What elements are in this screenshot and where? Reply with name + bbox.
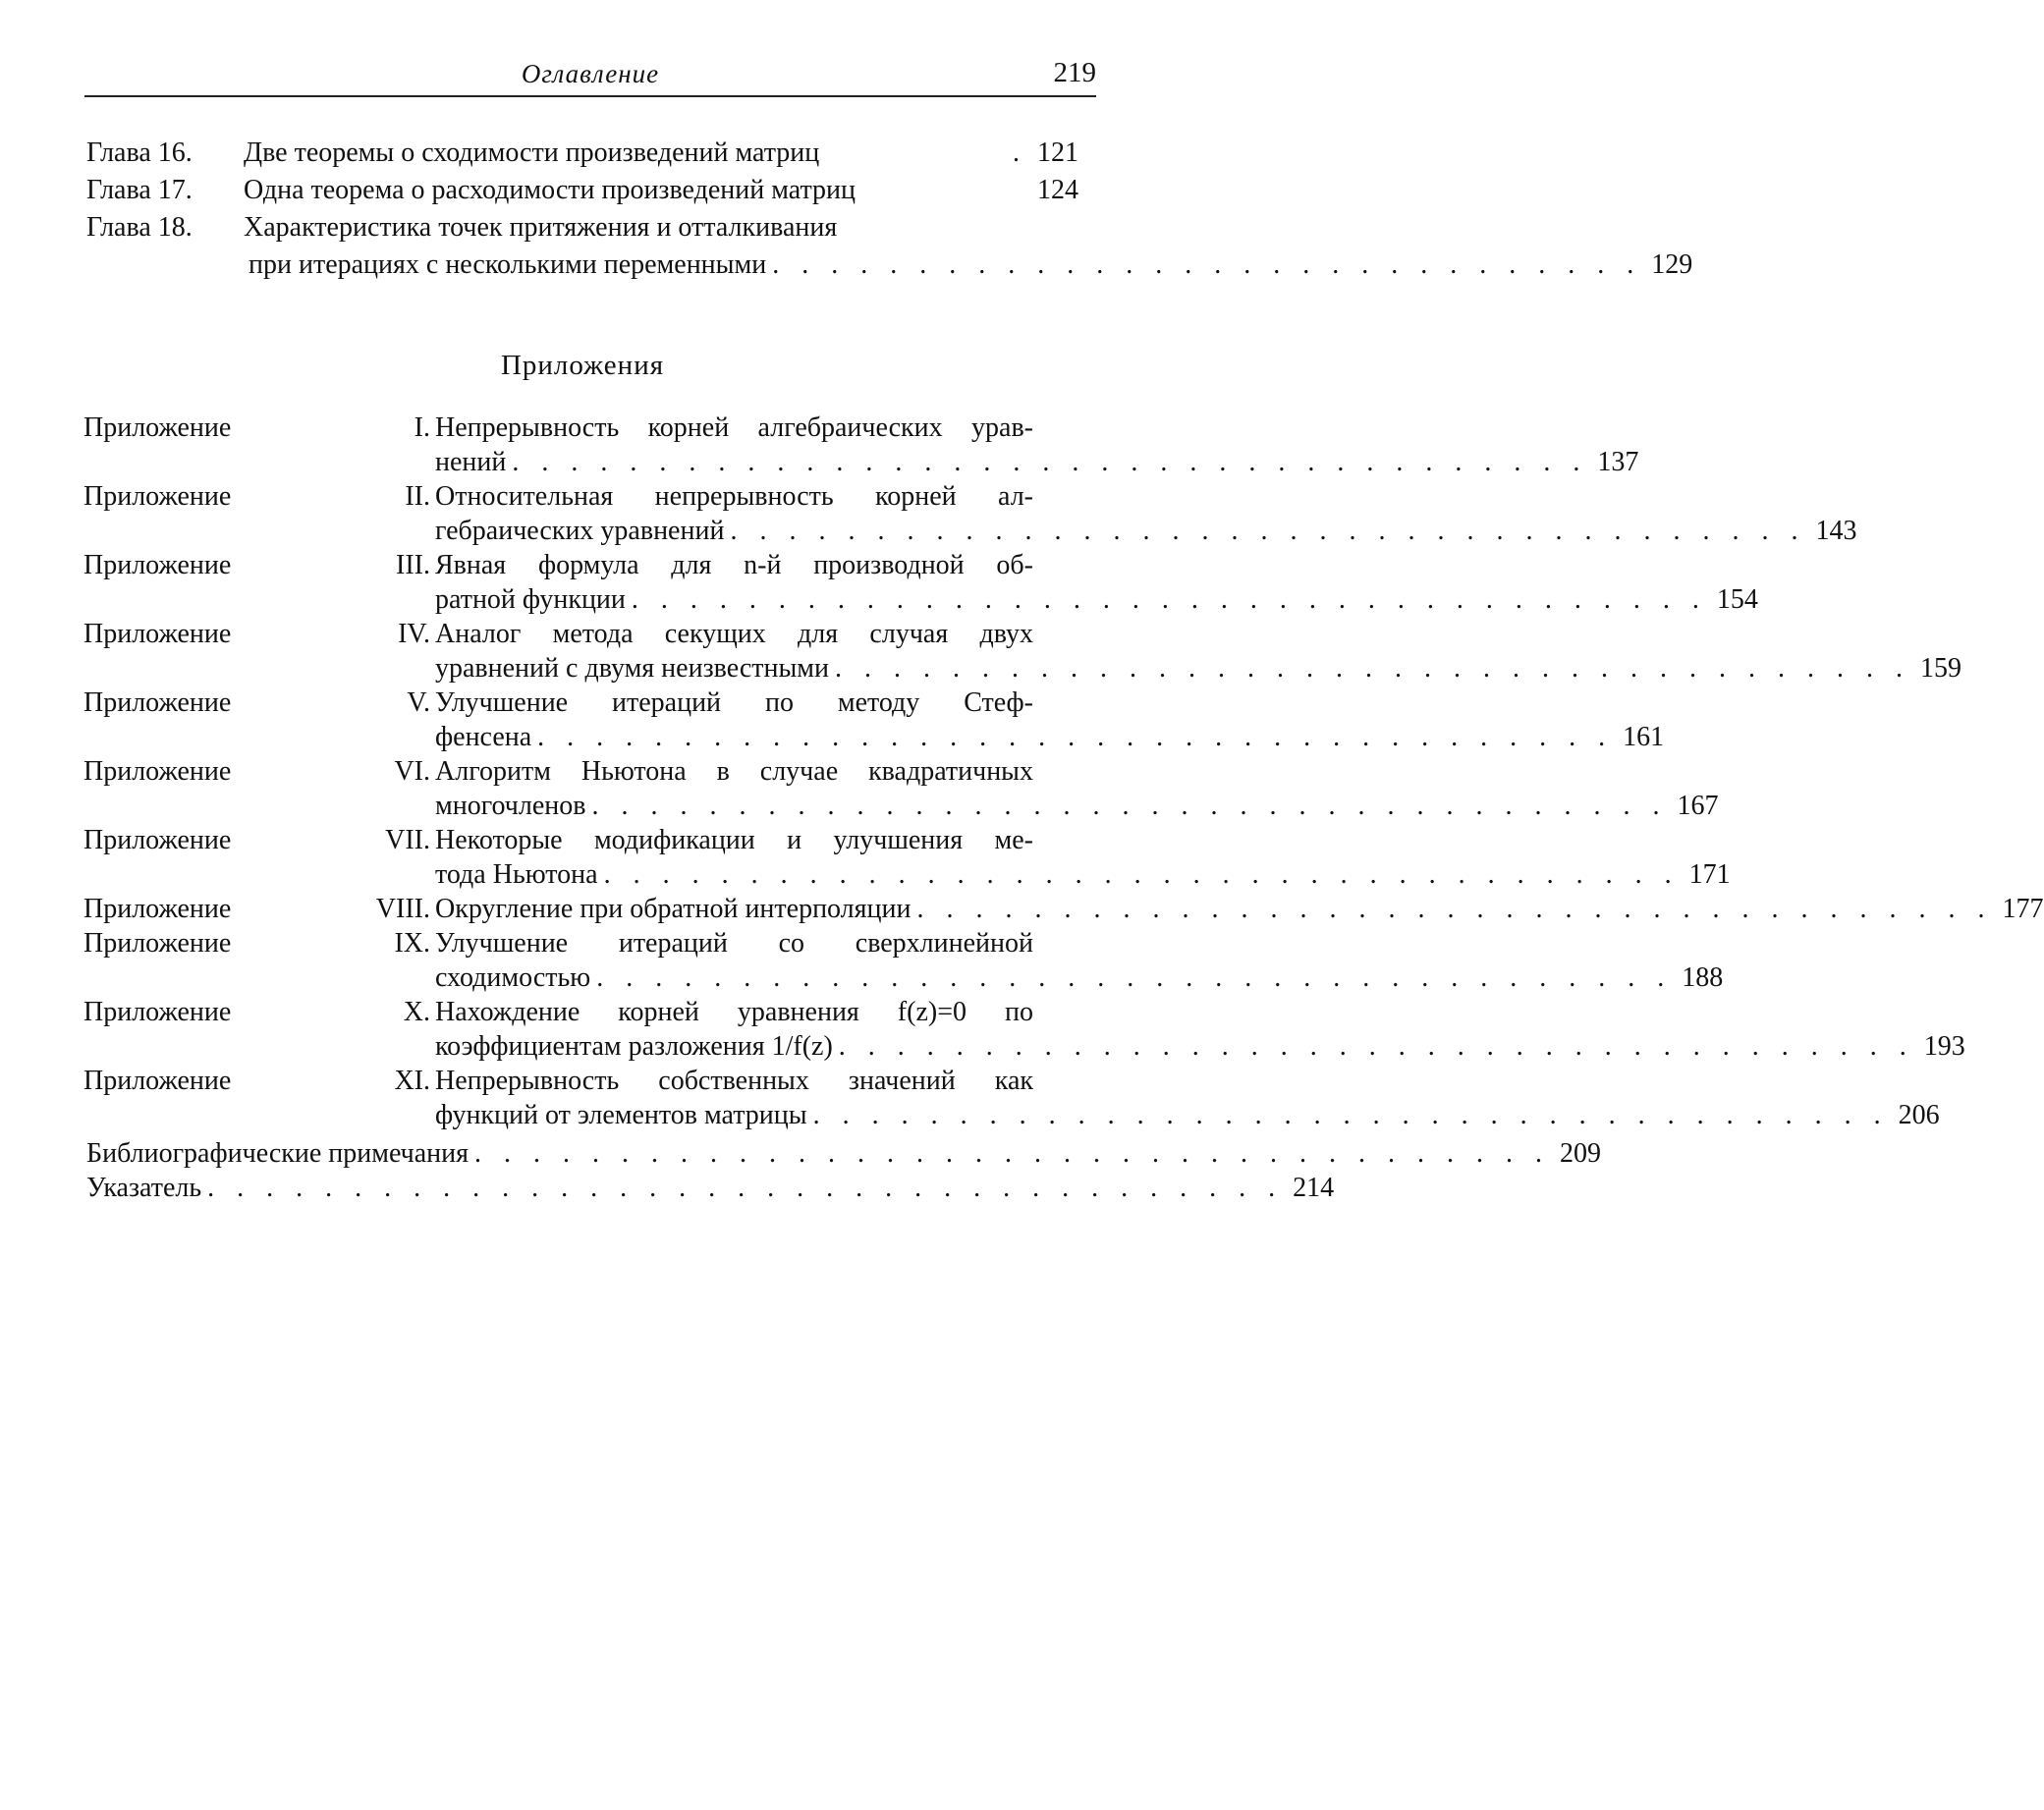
toc-entry-appendix-1[interactable] xyxy=(83,411,1639,479)
appendix-number: IX. xyxy=(394,928,430,959)
toc-entry-chapter-16[interactable] xyxy=(86,135,1078,172)
entry-line xyxy=(244,172,1078,209)
entry-title: сходимостью xyxy=(435,962,591,993)
entry-line xyxy=(83,617,1078,651)
entry-page: 206 xyxy=(1898,1100,1940,1130)
entry-title: Непрерывность собственных значений как xyxy=(435,1066,1033,1096)
section-title: Приложения xyxy=(500,350,665,381)
entry-line xyxy=(83,445,1639,479)
entry-text-line xyxy=(435,960,1724,995)
entry-page: 137 xyxy=(1597,447,1639,477)
toc-entry-chapter-17[interactable] xyxy=(86,172,1078,209)
entry-title: уравнений с двумя неизвестными xyxy=(435,653,829,684)
appendix-label: Приложение xyxy=(83,928,232,959)
entry-page: 188 xyxy=(1682,962,1724,993)
entry-title: Округление при обратной интерполяции xyxy=(435,894,912,924)
entry-title: Относительная непрерывность корней ал- xyxy=(435,481,1033,512)
appendix-number: III. xyxy=(396,550,430,580)
entry-title: ратной функции xyxy=(435,584,626,615)
chapter-label: Глава 16. xyxy=(86,137,193,168)
entry-text-line xyxy=(435,823,1078,857)
entry-line xyxy=(83,754,1078,789)
entry-text-line xyxy=(435,1064,1078,1098)
toc-entry-bibliography[interactable] xyxy=(86,1136,1602,1171)
entry-line xyxy=(244,209,1078,247)
entry-text-line xyxy=(435,548,1078,582)
appendix-number: VIII. xyxy=(375,894,430,924)
running-title: Оглавление xyxy=(521,59,660,88)
entry-title: Улучшение итераций со сверхлинейной xyxy=(435,928,1033,959)
dot-leader: . . . . . . . . . . . . . . . . . . . . . . . . . . . . . . . . . . . . . xyxy=(916,894,1993,924)
chapter-label: Глава 18. xyxy=(86,212,193,243)
dot-leader: . . . . . . . . . . . . . . . . . . . . . . . . . . . . . . . . . . . . . xyxy=(537,722,1614,752)
entry-page: 121 xyxy=(1037,137,1078,168)
toc-entry-appendix-10[interactable] xyxy=(83,995,1965,1064)
entry-line xyxy=(83,1029,1965,1064)
appendix-label: Приложение xyxy=(83,894,232,924)
toc-entry-appendix-4[interactable] xyxy=(83,617,1961,686)
appendix-number: VII. xyxy=(385,825,430,855)
entry-line xyxy=(83,651,1961,686)
dot-leader: . . . . . . . . . . . . . . . . . . . . . . . . . . . . . . . . . . . . . xyxy=(834,653,1910,684)
toc-entry-appendix-7[interactable] xyxy=(83,823,1731,892)
running-header xyxy=(84,59,1096,98)
entry-page: 167 xyxy=(1677,791,1719,821)
entry-page: 177 xyxy=(2002,894,2044,924)
entry-title: Улучшение итераций по методу Стеф- xyxy=(435,687,1033,718)
entry-text-line xyxy=(435,617,1078,651)
dot-leader: . . . . . . . . . . . . . . . . . . . . . . . . . . . . . . . . . . . . . xyxy=(631,584,1707,615)
entry-text-line xyxy=(435,479,1078,514)
entry-line xyxy=(83,789,1719,823)
toc-entry-appendix-5[interactable] xyxy=(83,686,1665,754)
dot-leader: . . . . . . . . . . . . . . . . . . . . . . . . . . . . . . . . . . . . . xyxy=(512,447,1588,477)
entry-page: 129 xyxy=(1651,249,1693,280)
dot-leader: . . . . . . . . . . . . . . . . . . . . . . . . . . . . . . . . . . . . . xyxy=(812,1100,1889,1130)
entry-page: 154 xyxy=(1716,584,1758,615)
chapter-list xyxy=(86,135,1693,284)
entry-title: Указатель xyxy=(86,1173,202,1203)
entry-title: Одна теорема о расходимости произведений матриц xyxy=(244,175,856,205)
entry-text-line xyxy=(435,892,2044,926)
entry-title: коэффициентам разложения 1/f(z) xyxy=(435,1031,833,1062)
header-rule xyxy=(84,95,1096,97)
entry-line xyxy=(83,1064,1078,1098)
toc-entry-chapter-18[interactable] xyxy=(86,209,1078,247)
entry-line xyxy=(249,247,1693,284)
appendix-number: V. xyxy=(407,687,430,718)
entry-page: 209 xyxy=(1560,1138,1602,1169)
entry-line xyxy=(83,686,1078,720)
entry-text-line xyxy=(435,411,1078,445)
entry-title: нений xyxy=(435,447,507,477)
entry-page: 161 xyxy=(1623,722,1665,752)
toc-entry-index[interactable] xyxy=(86,1171,1335,1205)
toc-entry-appendix-8[interactable] xyxy=(83,892,2044,926)
entry-text-line xyxy=(435,651,1961,686)
appendix-label: Приложение xyxy=(83,550,232,580)
entry-title: при итерациях с несколькими переменными xyxy=(249,249,767,280)
entry-text-line xyxy=(435,789,1719,823)
appendix-number: X. xyxy=(403,997,430,1027)
entry-title: тода Ньютона xyxy=(435,859,598,890)
dot-leader: . . . . . . . . . . . . . . . . . . . . . . . . . . . . . . xyxy=(772,249,1642,280)
entry-line xyxy=(244,135,1078,172)
entry-line xyxy=(83,479,1078,514)
dot-leader: . xyxy=(1013,137,1027,168)
appendix-number: II. xyxy=(405,481,430,512)
entry-line xyxy=(83,823,1078,857)
entry-text-line xyxy=(435,445,1639,479)
chapter-label: Глава 17. xyxy=(86,175,193,205)
dot-leader: . . . . . . . . . . . . . . . . . . . . . . . . . . . . . . . . . . . . . xyxy=(591,791,1668,821)
entry-title: функций от элементов матрицы xyxy=(435,1100,807,1130)
entry-text-line xyxy=(435,995,1078,1029)
entry-title: Непрерывность корней алгебраических урав- xyxy=(435,412,1033,443)
appendix-number: I. xyxy=(414,412,430,443)
entry-line xyxy=(83,892,2044,926)
entry-title: Характеристика точек притяжения и отталкивания xyxy=(244,212,838,243)
dot-leader: . . . . . . . . . . . . . . . . . . . . . . . . . . . . . . . . . . . . . xyxy=(603,859,1680,890)
toc-entry-chapter-18-cont xyxy=(86,247,1693,284)
entry-title: Нахождение корней уравнения f(z)=0 по xyxy=(435,997,1033,1027)
entry-text-line xyxy=(435,514,1857,548)
entry-text-line xyxy=(435,1098,1940,1132)
entry-title: фенсена xyxy=(435,722,532,752)
entry-line xyxy=(83,720,1665,754)
entry-title: Алгоритм Ньютона в случае квадратичных xyxy=(435,756,1033,787)
entry-title: Библиографические примечания xyxy=(86,1138,470,1169)
entry-title: гебраических уравнений xyxy=(435,516,725,546)
entry-line xyxy=(83,857,1731,892)
entry-title: многочленов xyxy=(435,791,586,821)
entry-page: 193 xyxy=(1923,1031,1965,1062)
entry-text-line xyxy=(435,686,1078,720)
entry-line xyxy=(83,995,1078,1029)
entry-line xyxy=(83,548,1078,582)
appendix-number: VI. xyxy=(394,756,430,787)
toc-entry-appendix-6[interactable] xyxy=(83,754,1719,823)
entry-text-line xyxy=(435,754,1078,789)
entry-text-line xyxy=(435,926,1078,960)
entry-line xyxy=(83,960,1724,995)
entry-line xyxy=(83,514,1857,548)
entry-line xyxy=(83,582,1758,617)
entry-text-line xyxy=(435,582,1758,617)
entry-page: 159 xyxy=(1919,653,1961,684)
entry-title: Явная формула для n-й производной об- xyxy=(435,550,1033,580)
entry-title: Аналог метода секущих для случая двух xyxy=(435,619,1033,649)
appendix-label: Приложение xyxy=(83,1066,232,1096)
entry-line xyxy=(83,411,1078,445)
appendix-number: XI. xyxy=(394,1066,430,1096)
appendix-label: Приложение xyxy=(83,619,232,649)
entry-line xyxy=(83,926,1078,960)
entry-text-line xyxy=(435,1029,1965,1064)
dot-leader: . . . . . . . . . . . . . . . . . . . . . . . . . . . . . . . . . . . . . xyxy=(596,962,1673,993)
dot-leader: . . . . . . . . . . . . . . . . . . . . . . . . . . . . . . . . . . . . . xyxy=(730,516,1806,546)
dot-leader: . . . . . . . . . . . . . . . . . . . . . . . . . . . . . . . . . . . . . xyxy=(838,1031,1914,1062)
appendix-label: Приложение xyxy=(83,412,232,443)
toc-entry-appendix-9[interactable] xyxy=(83,926,1724,995)
dot-leader xyxy=(856,172,1033,209)
entry-page: 214 xyxy=(1293,1173,1335,1203)
toc-entry-appendix-11[interactable] xyxy=(83,1064,1940,1132)
dot-leader: . . . . . . . . . . . . . . . . . . . . . . . . . . . . . . . . . . . . . xyxy=(207,1173,1284,1203)
entry-page: 143 xyxy=(1815,516,1857,546)
entry-page: 124 xyxy=(1037,175,1078,205)
appendix-label: Приложение xyxy=(83,756,232,787)
toc-entry-appendix-3[interactable] xyxy=(83,548,1758,617)
appendix-list xyxy=(83,411,2044,1132)
appendix-number: IV. xyxy=(398,619,430,649)
entry-line xyxy=(83,1098,1940,1132)
appendix-label: Приложение xyxy=(83,481,232,512)
page-number: 219 xyxy=(1053,57,1096,88)
appendix-label: Приложение xyxy=(83,825,232,855)
entry-title: Две теоремы о сходимости произведений матриц xyxy=(244,137,820,168)
appendix-label: Приложение xyxy=(83,997,232,1027)
entry-title: Некоторые модификации и улучшения ме- xyxy=(435,825,1033,855)
entry-text-line xyxy=(435,857,1731,892)
entry-page: 171 xyxy=(1688,859,1731,890)
dot-leader: . . . . . . . . . . . . . . . . . . . . . . . . . . . . . . . . . . . . . xyxy=(474,1138,1551,1169)
tail-list xyxy=(86,1136,1602,1205)
appendix-label: Приложение xyxy=(83,687,232,718)
toc-entry-appendix-2[interactable] xyxy=(83,479,1857,548)
entry-text-line xyxy=(435,720,1665,754)
